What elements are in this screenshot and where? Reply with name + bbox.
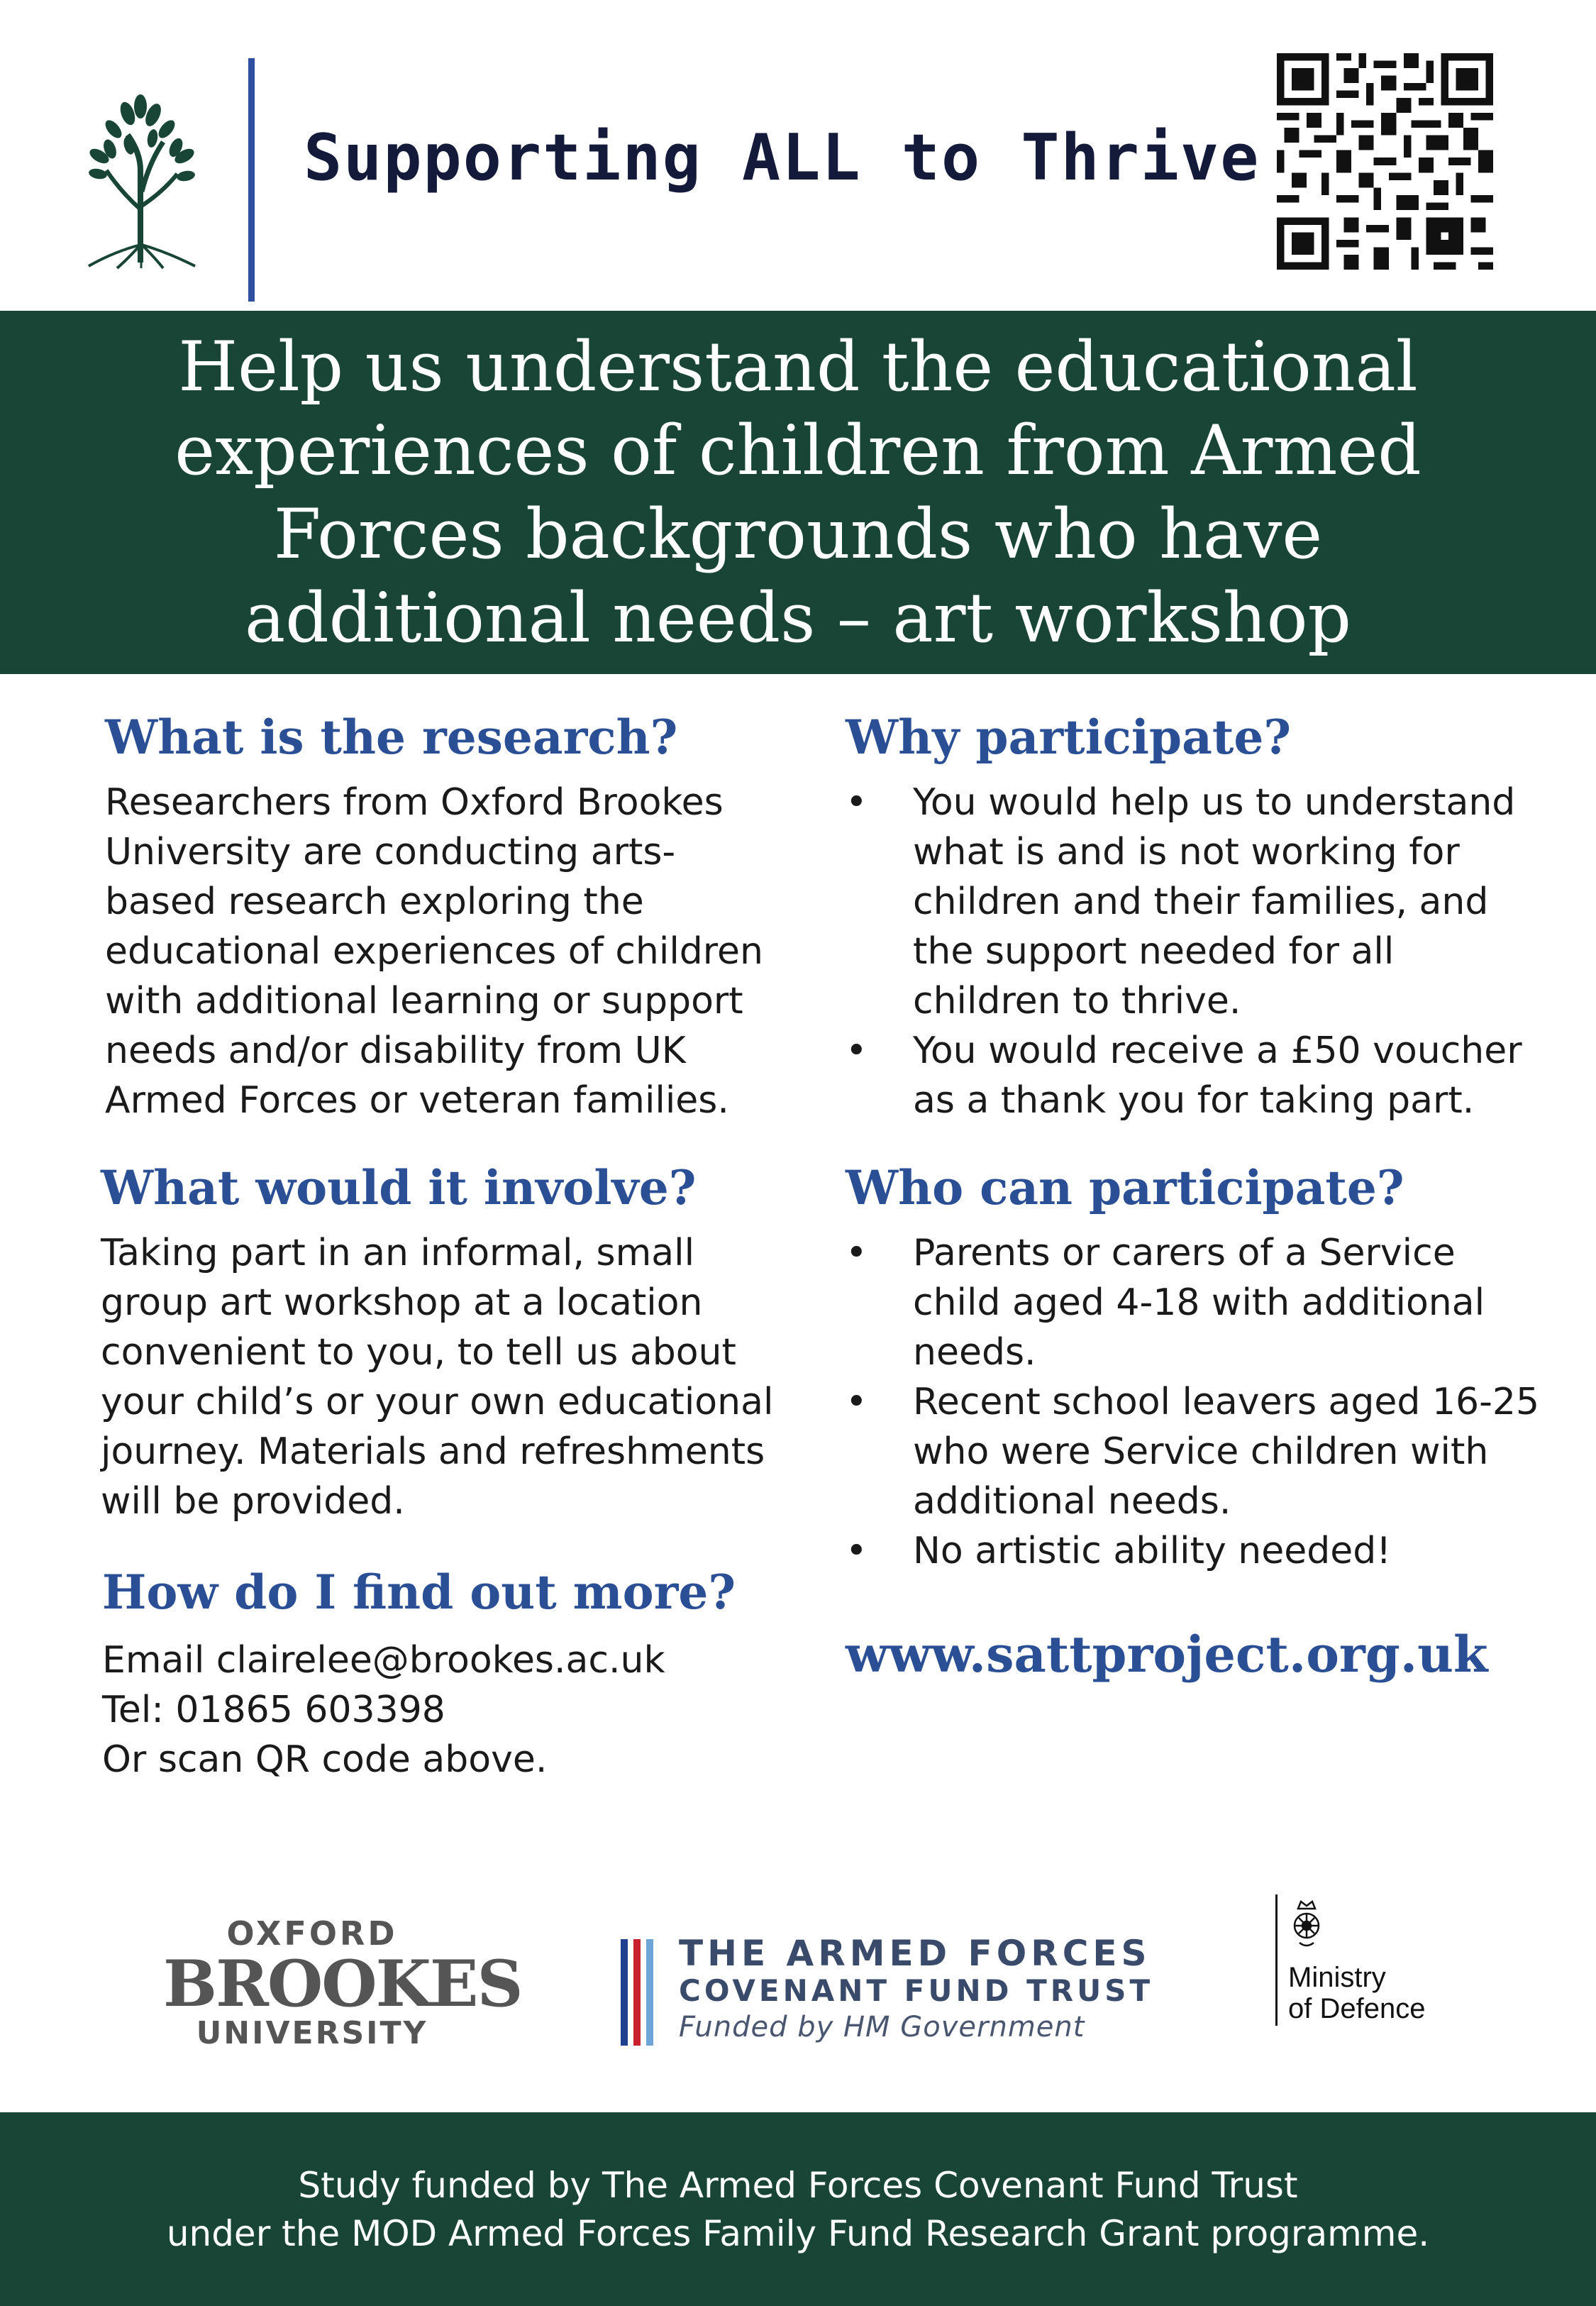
ministry-of-defence-logo	[1275, 1894, 1460, 2065]
footer-line2: under the MOD Armed Forces Family Fund Research Grant programme.	[166, 2212, 1430, 2254]
involve-heading: What would it involve?	[101, 1160, 697, 1215]
mod-line1: Ministry	[1288, 1962, 1386, 1993]
list-item: • You would receive a £50 voucher as a thank you for taking part.	[846, 1026, 1541, 1125]
footer-banner	[0, 2112, 1596, 2306]
brookes-logo-line3: UNIVERSITY	[196, 2015, 428, 2051]
royal-crest-icon	[1285, 1896, 1328, 1953]
afcft-line3: Funded by HM Government	[679, 2011, 1085, 2043]
main-title: Help us understand the educational experiences of children from Armed Forces backgrounds who have additional needs – art workshop	[174, 327, 1422, 658]
tree-with-roots-icon	[78, 85, 206, 270]
who-section	[846, 1160, 1541, 1576]
afcft-logo-text	[679, 1933, 1153, 2046]
list-item: • Recent school leavers aged 16-25 who were Service children with additional needs.	[846, 1377, 1541, 1526]
why-section	[846, 710, 1541, 1125]
list-item: • No artistic ability needed!	[846, 1526, 1541, 1576]
research-body: Researchers from Oxford Brookes University are conducting arts-based research exploring the educational experiences of children with additional learning or support needs and/or disability from UK Armed Forces or veteran families.	[105, 781, 763, 1122]
contact-phone[interactable]: Tel: 01865 603398	[102, 1689, 445, 1731]
title-banner	[0, 311, 1596, 674]
sponsor-logos	[0, 1880, 1596, 2093]
contact-details	[102, 1635, 783, 1784]
contact-email[interactable]: Email clairelee@brookes.ac.uk	[102, 1639, 665, 1682]
qr-code-icon[interactable]	[1277, 53, 1493, 270]
brookes-logo-line2: BROOKES	[163, 1946, 522, 2021]
contact-qr-note: Or scan QR code above.	[102, 1738, 548, 1781]
stripe-blue	[621, 1939, 628, 2046]
who-heading: Who can participate?	[846, 1160, 1404, 1215]
header-divider	[248, 58, 255, 302]
footer-line1: Study funded by The Armed Forces Covenant Fund Trust	[298, 2164, 1298, 2206]
stripe-red	[633, 1939, 641, 2046]
find-out-more-heading: How do I find out more?	[102, 1565, 736, 1620]
mod-logo-text	[1288, 1962, 1425, 2024]
list-item: • You would help us to understand what is and is not working for children and their families, and the support needed for all children to thrive.	[846, 778, 1541, 1026]
research-heading: What is the research?	[105, 710, 678, 765]
mod-logo-bar	[1275, 1894, 1278, 2026]
find-out-more-section	[102, 1565, 783, 1784]
involve-body: Taking part in an informal, small group art workshop at a location convenient to you, to tell us about your child’s or your own educational journey. Materials and refreshments will be provided.	[101, 1232, 774, 1523]
research-section	[105, 710, 786, 1125]
tagline: Supporting ALL to Thrive	[304, 121, 1260, 195]
website-section	[846, 1625, 1541, 1684]
website-link[interactable]: www.sattproject.org.uk	[846, 1625, 1488, 1684]
header	[0, 0, 1596, 311]
armed-forces-covenant-logo	[621, 1933, 1154, 2047]
afcft-line2: COVENANT FUND TRUST	[679, 1973, 1154, 2008]
brookes-logo-line1: OXFORD	[226, 1914, 398, 1953]
afcft-line1: THE ARMED FORCES	[679, 1933, 1151, 1974]
involve-section	[101, 1160, 782, 1526]
why-heading: Why participate?	[846, 710, 1291, 765]
why-list	[846, 778, 1541, 1125]
oxford-brookes-logo	[163, 1914, 522, 2051]
mod-line2: of Defence	[1288, 1993, 1426, 2024]
list-item: • Parents or carers of a Service child aged 4-18 with additional needs.	[846, 1228, 1541, 1377]
tricolour-stripes-icon	[621, 1939, 665, 2046]
who-list	[846, 1228, 1541, 1576]
stripe-lightblue	[646, 1939, 653, 2046]
